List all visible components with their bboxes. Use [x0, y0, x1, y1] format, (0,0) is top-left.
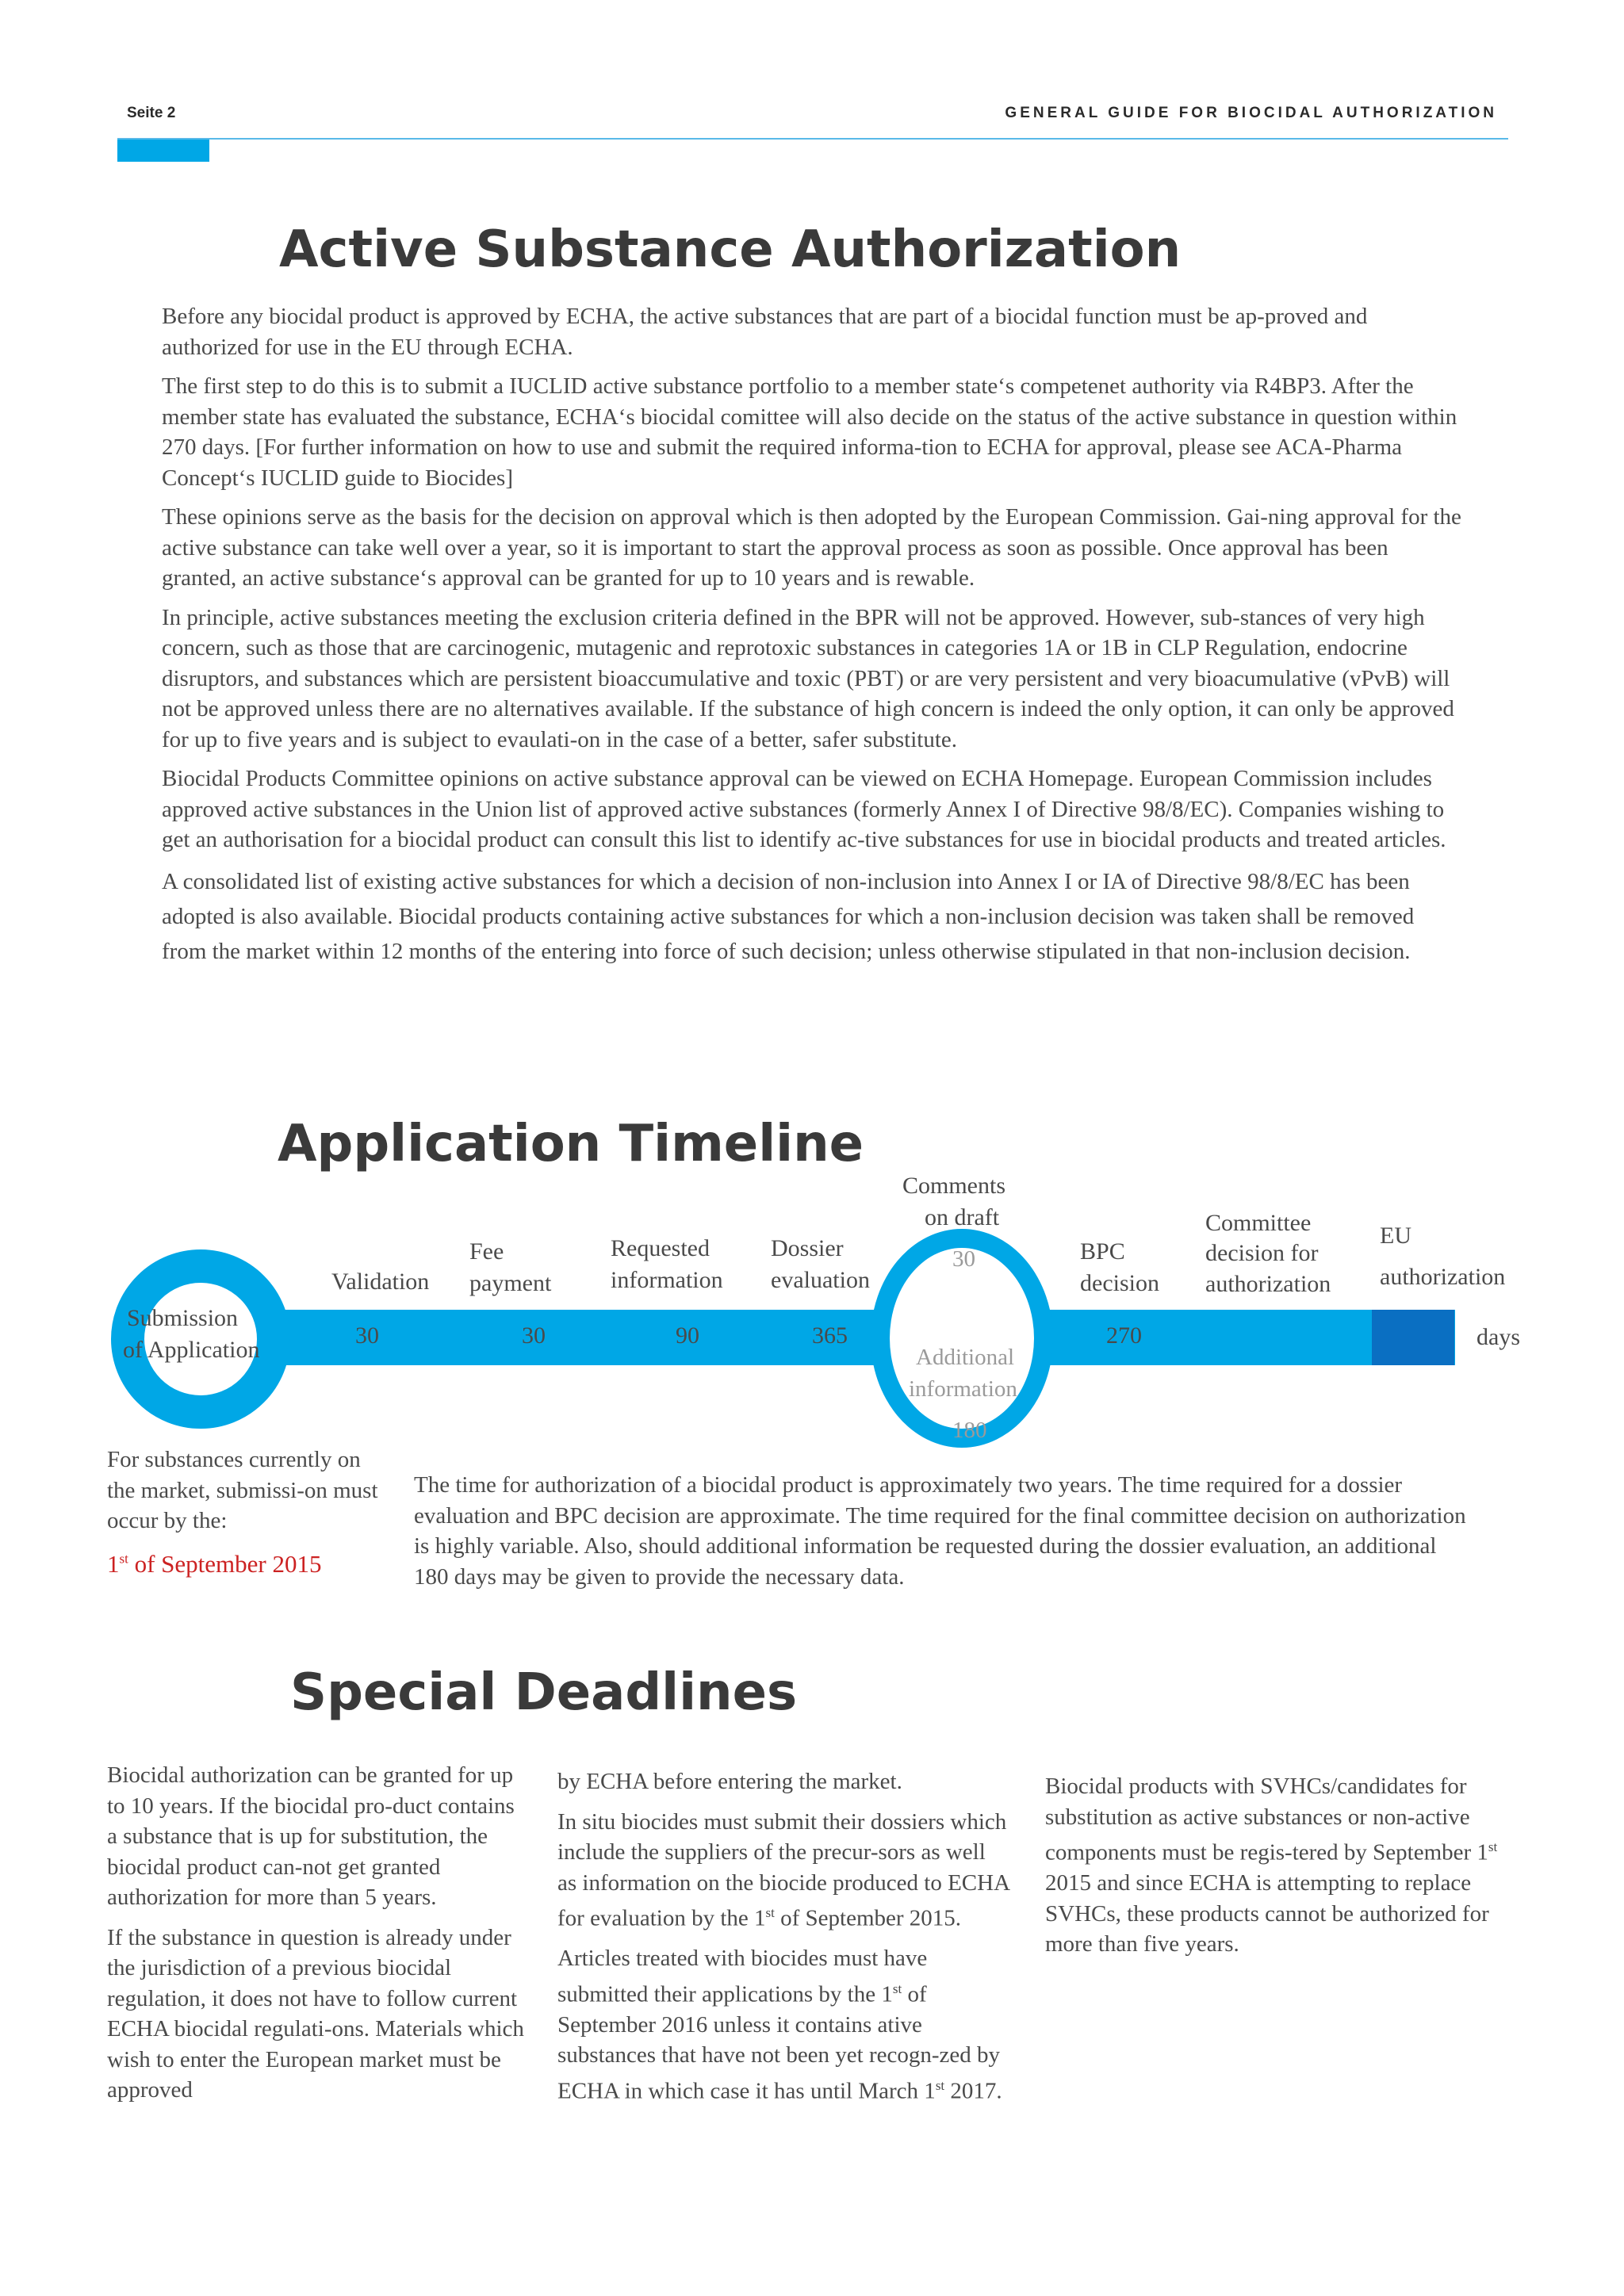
timeline-unit: days	[1477, 1324, 1520, 1350]
timeline-comments-2: on draft	[925, 1204, 1000, 1230]
timeline-additional-days: 180	[952, 1418, 987, 1443]
section-title-timeline: Application Timeline	[278, 1115, 864, 1173]
timeline-step-eu-1: EU	[1380, 1223, 1411, 1249]
paragraph: by ECHA before entering the market.	[557, 1769, 902, 1794]
paragraph: A consolidated list of existing active substances for which a decision of non-inclusion into Annex I or IA of Directive 98/8/EC has been adopted is also available. Biocidal products containing active substances for which a non-inclusion decision was taken shall be removed from the market within 12 months of the entering into force of such decision; unless otherwise stipulated in that non-inclusion decision.	[162, 868, 1415, 964]
timeline-days-validation: 30	[355, 1322, 379, 1349]
timeline-additional-1: Additional	[916, 1345, 1015, 1370]
timeline-comments-days: 30	[952, 1246, 975, 1272]
page-number: Seite 2	[127, 105, 176, 121]
timeline-description: The time for authorization of a biocidal product is approximately two years. The time required for a dossier evaluation and BPC decision are approximate. The time required for the final committee decision on authorization is highly variable. Also, should additional information be requested during the dossier evaluation, an additional 180 days may be given to provide the necessary data.	[414, 1472, 1466, 1590]
paragraph: In principle, active substances meeting the exclusion criteria defined in the BPR will not be approved. However, sub-stances of very high concern, such as those that are carcinogenic, mutagenic and reprotoxic substances in categories 1A or 1B in CLP Regulation, endocrine disruptors, and substances which are persistent bioaccumulative and toxic (PBT) or are very persistent and very bioacumulative (vPvB) will not be approved unless there are no alternatives available. If the substance of high concern is indeed the only option, it can only be approved for up to five years and is subject to evaulati-on in the case of a better, safer substitute.	[162, 604, 1454, 752]
timeline-start-label-1: Submission	[127, 1305, 239, 1331]
timeline-days-requested: 90	[676, 1322, 699, 1349]
paragraph: Biocidal products with SVHCs/candidates for substitution as active substances or non-active components must be regis-tered by September 1st 2015 and since ECHA is attempting to replace SVHCs, these products cannot be authorized for more than five years.	[1045, 1774, 1498, 1957]
market-submission-note: For substances currently on the market, submissi-on must occur by the:	[107, 1447, 378, 1533]
timeline-step-validation: Validation	[331, 1269, 430, 1295]
deadlines-column-3	[1045, 1771, 1505, 1969]
timeline-step-committee-3: authorization	[1205, 1271, 1331, 1297]
timeline-step-dossier-1: Dossier	[771, 1235, 844, 1261]
section-title-active-substance: Active Substance Authorization	[279, 220, 1182, 279]
timeline-step-committee-2: decision for	[1205, 1240, 1319, 1266]
timeline-step-bpc-2: decision	[1080, 1270, 1159, 1296]
timeline-step-fee-2: payment	[469, 1270, 552, 1296]
paragraph: Biocidal authorization can be granted for up to 10 years. If the biocidal pro-duct contains a substance that is up for substitution, the biocidal product can-not get granted authorization for more than 5 years.	[107, 1762, 515, 1910]
paragraph: Articles treated with biocides must have submitted their applications by the 1st of September 2016 unless it contains ative substances that have not been yet recogn-zed by ECHA in which case it has until March 1st 2017.	[557, 1946, 1002, 2104]
timeline-step-dossier-2: evaluation	[771, 1267, 870, 1293]
market-submission-deadline: 1st of September 2015	[107, 1550, 322, 1578]
paragraph: If the substance in question is already under the jurisdiction of a previous biocidal regulation, it does not have to follow current ECHA biocidal regulati-ons. Materials which wish to enter the European market must be approved	[107, 1924, 524, 2103]
header-accent-tab	[117, 140, 209, 162]
timeline-additional-2: information	[909, 1376, 1017, 1402]
timeline-step-requested-1: Requested	[611, 1235, 710, 1261]
section-body-active-substance	[162, 301, 1462, 969]
timeline-step-committee-1: Committee	[1205, 1210, 1312, 1236]
timeline-days-fee: 30	[522, 1322, 546, 1349]
paragraph: The first step to do this is to submit a IUCLID active substance portfolio to a member state‘s competenet authority via R4BP3. After the member state has evaluated the substance, ECHA‘s biocidal comittee will also decide on the status of the active substance in question within 270 days. [For further information on how to use and submit the required informa-tion to ECHA for approval, please see ACA-Pharma Concept‘s IUCLID guide to Biocides]	[162, 373, 1457, 491]
paragraph: Biocidal Products Committee opinions on active substance approval can be viewed on ECHA Homepage. European Commission includes approved active substances in the Union list of approved active substances (formerly Annex I of Directive 98/8/EC). Companies wishing to get an authorisation for a biocidal product can consult this list to identify ac-tive substances for use in biocidal products and treated articles.	[162, 766, 1446, 852]
deadlines-column-2	[557, 1766, 1009, 2116]
deadlines-column-1	[107, 1760, 527, 2115]
paragraph: In situ biocides must submit their dossiers which include the suppliers of the precur-sors as well as information on the biocide produced to ECHA for evaluation by the 1st of September 2015.	[557, 1808, 1009, 1931]
paragraph: Before any biocidal product is approved by ECHA, the active substances that are part of a biocidal function must be ap-proved and authorized for use in the EU through ECHA.	[162, 304, 1368, 360]
paragraph: These opinions serve as the basis for the decision on approval which is then adopted by the European Commission. Gai-ning approval for the active substance can take well over a year, so it is important to start the approval process as soon as possible. Once approval has been granted, an active substance‘s approval can be granted for up to 10 years and is rewable.	[162, 504, 1461, 591]
timeline-step-fee-1: Fee	[469, 1238, 504, 1265]
timeline-comments-1: Comments	[902, 1173, 1006, 1199]
document-title: GENERAL GUIDE FOR BIOCIDAL AUTHORIZATION	[1005, 105, 1497, 121]
header-divider	[117, 138, 1508, 140]
timeline-days-bpc: 270	[1106, 1322, 1142, 1349]
section-title-special-deadlines: Special Deadlines	[290, 1663, 798, 1722]
timeline-step-bpc-1: BPC	[1080, 1238, 1125, 1265]
timeline-days-dossier: 365	[812, 1322, 848, 1349]
timeline-step-eu-2: authorization	[1380, 1264, 1506, 1290]
timeline-end-block	[1372, 1310, 1454, 1365]
timeline-step-requested-2: information	[611, 1267, 723, 1293]
timeline-start-label-2: of Application	[123, 1337, 260, 1363]
